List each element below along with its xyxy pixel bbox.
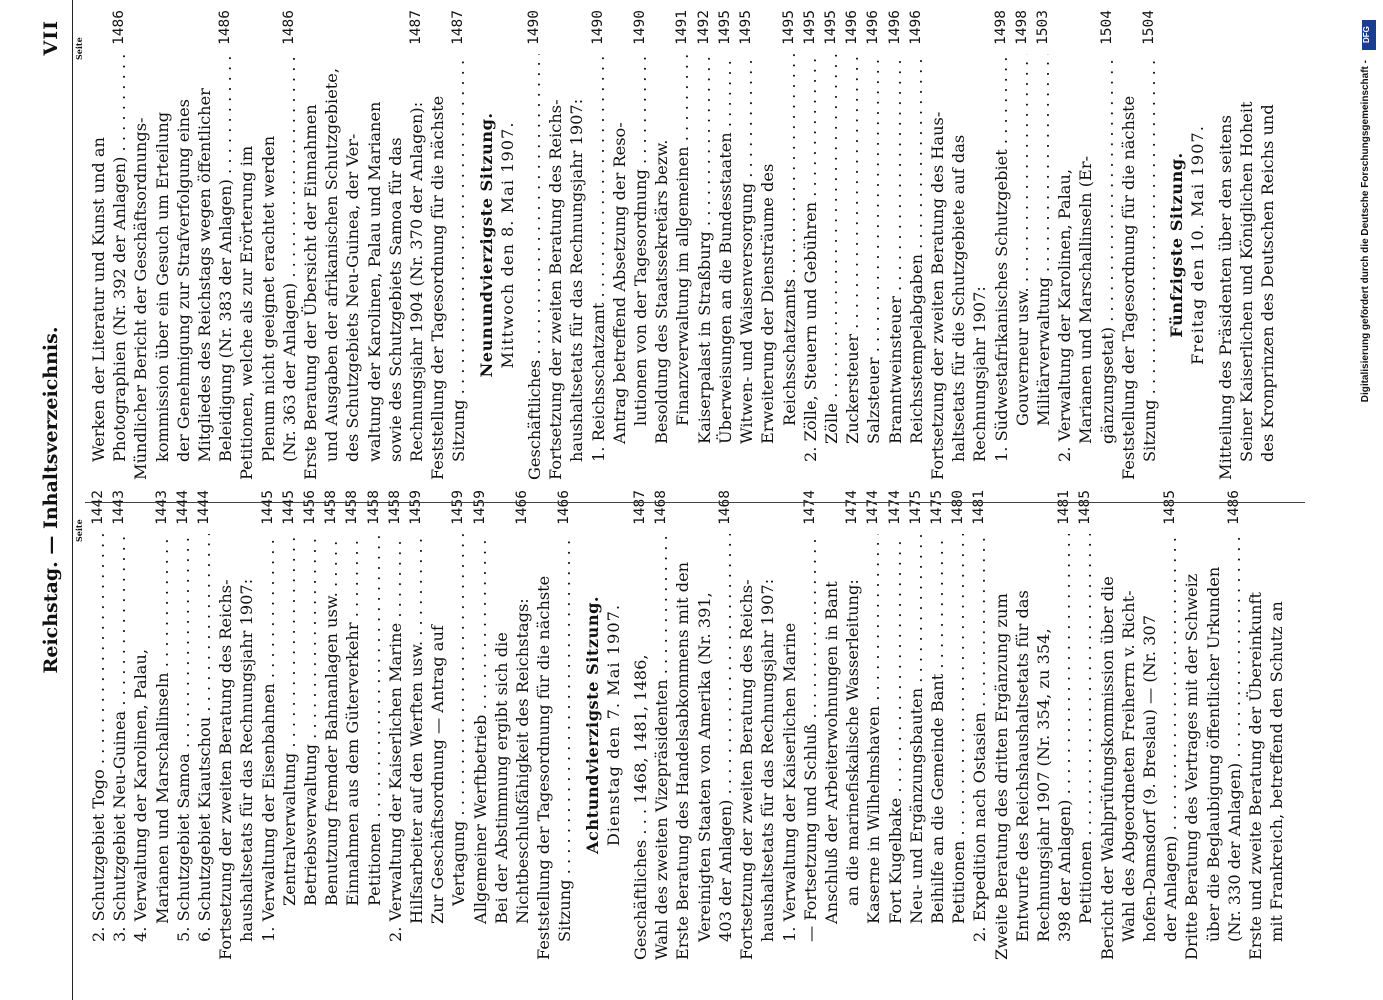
toc-entry bbox=[906, 490, 927, 960]
toc-entry bbox=[1257, 10, 1278, 480]
toc-entry-text: Bei der Abstimmung ergibt sich die bbox=[491, 632, 511, 924]
toc-entry-page: 1459 bbox=[471, 490, 488, 525]
toc-entry-text: der Genehmigung zur Strafverfolgung eines bbox=[173, 99, 193, 462]
toc-entry bbox=[342, 10, 363, 480]
toc-entry-text: 4. Verwaltung der Karolinen, Palau, bbox=[131, 648, 151, 942]
toc-entry bbox=[1097, 10, 1118, 480]
toc-entry-page: 1485 bbox=[1162, 490, 1179, 525]
toc-entry-text: Seiner Kaiserlichen und Königlichen Hoheit bbox=[1236, 101, 1256, 462]
toc-entry bbox=[342, 490, 363, 960]
toc-entry-text: Wahl des zweiten Vizepräsidenten . . . bbox=[651, 534, 672, 960]
toc-entry-text: Fortsetzung der zweiten Beratung des Reichs- bbox=[737, 579, 757, 960]
toc-entry-page: 1474 bbox=[801, 490, 818, 525]
toc-entry bbox=[1266, 490, 1287, 960]
toc-entry bbox=[321, 10, 342, 480]
toc-entry bbox=[885, 490, 906, 960]
rotated-sheet bbox=[30, 0, 1353, 1000]
toc-entry bbox=[885, 10, 906, 480]
toc-entry-page: 1495 bbox=[716, 10, 733, 45]
toc-entry-text: Witwen- und Waisenversorgung . . . bbox=[736, 54, 757, 480]
toc-entry-text: und Ausgaben der afrikanischen Schutzgebiete, bbox=[322, 67, 342, 462]
toc-entry-text: Nichtbeschlußfähigkeit des Reichstags: bbox=[513, 598, 533, 924]
toc-entry-text: Fortsetzung der zweiten Beratung des Haus- bbox=[927, 111, 947, 480]
toc-entry-page: 1458 bbox=[365, 490, 382, 525]
toc-entry-text: Feststellung der Tagesordnung für die nächste bbox=[428, 95, 448, 480]
toc-entry-page: 1443 bbox=[111, 490, 128, 525]
toc-entry-text: mit Frankreich, betreffend den Schutz an bbox=[1267, 601, 1287, 942]
toc-entry bbox=[152, 10, 173, 480]
toc-entry-text: 6. Schutzgebiet Kiautschou . . . bbox=[194, 534, 215, 960]
toc-entry-text: Zweite Beratung des dritten Ergänzung zum bbox=[991, 593, 1011, 960]
toc-entry bbox=[130, 10, 151, 480]
toc-entry-text: Geschäftliches . . . bbox=[524, 54, 545, 480]
toc-entry bbox=[630, 10, 651, 480]
toc-entry bbox=[651, 490, 672, 960]
toc-entry bbox=[491, 490, 512, 960]
toc-entry-text: 398 der Anlagen) . . . bbox=[1054, 534, 1075, 960]
toc-entry bbox=[545, 10, 566, 480]
toc-entry bbox=[1181, 490, 1202, 960]
toc-entry bbox=[385, 490, 406, 960]
toc-entry-text: Anschluß der Arbeiterwohnungen in Bant bbox=[821, 581, 841, 924]
toc-entry bbox=[1097, 490, 1118, 960]
toc-entry bbox=[533, 490, 554, 960]
toc-entry-text: 2. Verwaltung der Karolinen, Palau, bbox=[1055, 168, 1075, 462]
toc-entry-text: Reichsstempelabgaben . . . bbox=[906, 54, 927, 480]
toc-entry-text: Werken der Literatur und Kunst und an bbox=[89, 137, 108, 462]
session-heading: Achtundvierzigste Sitzung. bbox=[582, 595, 602, 855]
toc-entry bbox=[1236, 10, 1257, 480]
toc-entry bbox=[672, 490, 693, 960]
toc-entry bbox=[364, 10, 385, 480]
toc-entry-text: 2. Schutzgebiet Togo . . . bbox=[88, 534, 109, 960]
toc-entry bbox=[757, 10, 778, 480]
toc-entry-text: waltung der Karolinen, Palau und Marianen bbox=[364, 101, 384, 462]
dfg-logo: DFG bbox=[1362, 20, 1376, 50]
toc-entry-text: gänzungsetat) . . . bbox=[1097, 54, 1118, 480]
toc-entry bbox=[1033, 10, 1054, 480]
toc-entry bbox=[609, 10, 630, 480]
toc-entry bbox=[672, 10, 693, 480]
toc-entry-page: 1486 bbox=[280, 10, 297, 45]
toc-entry-text: des Kronprinzen des Deutschen Reichs und bbox=[1257, 104, 1277, 462]
toc-entry-text: Bericht der Wahlprüfungskommission über die bbox=[1097, 576, 1117, 960]
toc-entry-text: Kaiserpalast in Straßburg . . . bbox=[694, 54, 715, 480]
toc-entry-page: 1485 bbox=[1077, 490, 1094, 525]
page-title: Reichstag. — Inhaltsverzeichnis. bbox=[40, 326, 62, 674]
toc-entry bbox=[715, 490, 736, 960]
toc-entry-text: über die Beglaubigung öffentlicher Urkunden bbox=[1203, 566, 1223, 942]
toc-entry bbox=[1203, 490, 1224, 960]
toc-entry-page: 1490 bbox=[632, 10, 649, 45]
toc-entry bbox=[1118, 490, 1139, 960]
toc-entry bbox=[427, 10, 448, 480]
toc-entry-text: Vereinigten Staaten von Amerika (Nr. 391, bbox=[694, 592, 714, 942]
toc-entry-page: 1466 bbox=[514, 490, 531, 525]
toc-entry bbox=[588, 10, 609, 480]
toc-entry-text: Sitzung . . . bbox=[1139, 54, 1160, 480]
toc-entry-text: 1. Südwestafrikanisches Schutzgebiet . . . bbox=[991, 54, 1012, 480]
session-date: Freitag den 10. Mai 1907. bbox=[1188, 125, 1208, 365]
toc-entry bbox=[279, 10, 300, 480]
toc-entry-page: 1486 bbox=[217, 10, 234, 45]
toc-entry-page: 1481 bbox=[971, 490, 988, 525]
page-number: VII bbox=[40, 20, 62, 56]
session-heading: Fünfzigste Sitzung. bbox=[1167, 152, 1187, 338]
toc-entry-text: Marianen und Marschallinseln . . . bbox=[152, 534, 173, 960]
toc-entry bbox=[736, 490, 757, 960]
toc-entry bbox=[757, 490, 778, 960]
toc-entry-text: Photographien (Nr. 392 der Anlagen) . . . bbox=[109, 54, 130, 480]
toc-entry-page: 1504 bbox=[1140, 10, 1157, 45]
toc-entry-page: 1474 bbox=[886, 490, 903, 525]
toc-entry-text: an die marinefiskalische Wasserleitung: bbox=[843, 579, 863, 906]
toc-entry-page: 1459 bbox=[450, 490, 467, 525]
toc-entry-text: Feststellung der Tagesordnung für die nächste bbox=[534, 575, 554, 960]
toc-entry bbox=[906, 10, 927, 480]
toc-entry-text: 1. Verwaltung der Eisenbahnen . . . bbox=[258, 534, 279, 960]
toc-entry-text: Plenum nicht geeignet erachtet werden bbox=[258, 135, 278, 462]
toc-entry-text: der Anlagen) . . . bbox=[1160, 534, 1181, 960]
toc-entry-text: Entwurfe des Reichshaushaltsetats für das bbox=[1012, 590, 1032, 942]
toc-entry bbox=[715, 10, 736, 480]
toc-entry-text: Zuckersteuer . . . bbox=[842, 54, 863, 480]
toc-entry-text: Besoldung des Staatssekretärs bezw. bbox=[652, 139, 672, 444]
toc-entry-text: Fortsetzung der zweiten Beratung des Reichs- bbox=[216, 579, 236, 960]
toc-entry bbox=[969, 490, 990, 960]
toc-entry-text: Zentralverwaltung . . . bbox=[279, 534, 300, 960]
toc-entry-text: haltsetats für die Schutzgebiete auf das bbox=[949, 134, 969, 462]
toc-entry-text: Rechnungsjahr 1907 (Nr. 354, zu 354, bbox=[1033, 628, 1053, 942]
toc-entry-page: 1504 bbox=[1098, 10, 1115, 45]
toc-entry-page: 1496 bbox=[844, 10, 861, 45]
toc-entry bbox=[215, 490, 236, 960]
toc-entry-text: Finanzverwaltung im allgemeinen . . . bbox=[672, 54, 693, 480]
toc-entry bbox=[800, 10, 821, 480]
toc-entry-page: 1458 bbox=[344, 490, 361, 525]
toc-entry-text: Erste und zweite Beratung der Übereinkunft bbox=[1245, 591, 1265, 960]
toc-entry-text: Petitionen . . . bbox=[948, 534, 969, 960]
toc-entry-page: 1459 bbox=[408, 490, 425, 525]
toc-entry bbox=[215, 10, 236, 480]
toc-entry-text: Petitionen, welche als zur Erörterung im bbox=[237, 145, 257, 480]
toc-entry bbox=[512, 490, 533, 960]
page-header bbox=[32, 0, 73, 1000]
toc-entry bbox=[258, 10, 279, 480]
toc-entry bbox=[385, 10, 406, 480]
toc-entry-text: Sitzung . . . bbox=[448, 54, 469, 480]
toc-entry-page: 1490 bbox=[589, 10, 606, 45]
digitization-note: Digitalisierung gefördert durch die Deutsche Forschungsgemeinschaft - bbox=[1360, 60, 1371, 403]
toc-entry bbox=[109, 490, 130, 960]
toc-entry-page: 1498 bbox=[1013, 10, 1030, 45]
toc-entry bbox=[300, 490, 321, 960]
column-divider bbox=[85, 502, 1305, 503]
toc-entry bbox=[1118, 10, 1139, 480]
toc-entry-text: Petitionen . . . bbox=[1075, 534, 1096, 960]
toc-entry-page: 1503 bbox=[1034, 10, 1051, 45]
session-date: Dienstag den 7. Mai 1907. bbox=[603, 603, 623, 847]
toc-entry-text: Betriebsverwaltung . . . bbox=[300, 534, 321, 960]
toc-entry bbox=[1139, 10, 1160, 480]
right-column bbox=[88, 10, 1278, 480]
toc-entry bbox=[236, 490, 257, 960]
toc-entry-page: 1495 bbox=[822, 10, 839, 45]
toc-entry bbox=[842, 490, 863, 960]
toc-entry bbox=[694, 10, 715, 480]
toc-entry bbox=[1012, 10, 1033, 480]
toc-entry-text: Vertagung . . . bbox=[448, 534, 469, 960]
toc-entry bbox=[1224, 490, 1245, 960]
toc-entry bbox=[1033, 490, 1054, 960]
toc-entry bbox=[524, 10, 545, 480]
seite-label-right: Seite bbox=[74, 37, 84, 60]
toc-entry bbox=[109, 10, 130, 480]
toc-entry-page: 1443 bbox=[153, 490, 170, 525]
toc-entry bbox=[554, 490, 575, 960]
toc-entry-text: 2. Verwaltung der Kaiserlichen Marine . . . bbox=[385, 534, 406, 960]
toc-entry-page: 1495 bbox=[780, 10, 797, 45]
toc-entry bbox=[173, 10, 194, 480]
toc-entry-text: Erweiterung der Diensträume des bbox=[758, 163, 778, 444]
toc-entry-page: 1475 bbox=[928, 490, 945, 525]
toc-entry-page: 1496 bbox=[865, 10, 882, 45]
toc-entry bbox=[194, 490, 215, 960]
toc-entry bbox=[321, 490, 342, 960]
toc-entry bbox=[863, 10, 884, 480]
toc-entry-text: Salzsteuer . . . bbox=[863, 54, 884, 480]
toc-entry-page: 1486 bbox=[1225, 490, 1242, 525]
toc-entry bbox=[863, 490, 884, 960]
toc-entry-page: 1491 bbox=[674, 10, 691, 45]
toc-entry-page: 1495 bbox=[801, 10, 818, 45]
toc-entry bbox=[927, 490, 948, 960]
toc-entry bbox=[1245, 490, 1266, 960]
toc-entry bbox=[779, 10, 800, 480]
toc-entry-text: Zölle . . . bbox=[821, 54, 842, 480]
toc-entry-page: 1458 bbox=[386, 490, 403, 525]
toc-entry-text: Sitzung . . . bbox=[554, 534, 575, 960]
toc-entry bbox=[1075, 490, 1096, 960]
toc-entry bbox=[1075, 10, 1096, 480]
toc-entry bbox=[470, 490, 491, 960]
toc-entry-page: 1456 bbox=[302, 490, 319, 525]
toc-entry-page: 1487 bbox=[450, 10, 467, 45]
toc-entry-page: 1492 bbox=[695, 10, 712, 45]
toc-entry-text: Beleidigung (Nr. 383 der Anlagen) . . . bbox=[215, 54, 236, 480]
toc-entry-text: Erste Beratung des Handelsabkommens mit den bbox=[673, 561, 693, 960]
toc-entry-page: 1474 bbox=[865, 490, 882, 525]
toc-entry bbox=[364, 490, 385, 960]
toc-entry-text: Mitteilung des Präsidenten über den seitens bbox=[1215, 115, 1235, 480]
toc-entry bbox=[927, 10, 948, 480]
toc-entry-text: 3. Schutzgebiet Neu-Guinea . . . bbox=[109, 534, 130, 960]
session-heading: Neunundvierzigste Sitzung. bbox=[476, 112, 496, 378]
toc-entry bbox=[130, 490, 151, 960]
toc-entry-page: 1474 bbox=[844, 490, 861, 525]
toc-entry-text: Beihilfe an die Gemeinde Bant . . . bbox=[927, 534, 948, 960]
toc-entry-page: 1496 bbox=[886, 10, 903, 45]
toc-entry-text: hofen-Damsdorf (9. Breslau) — (Nr. 307 bbox=[1139, 614, 1159, 942]
toc-entry-page: 1475 bbox=[907, 490, 924, 525]
toc-entry-text: 2. Expedition nach Ostasien . . . bbox=[969, 534, 990, 960]
toc-entry bbox=[1012, 490, 1033, 960]
toc-entry-text: — Fortsetzung und Schluß . . . bbox=[800, 534, 821, 960]
toc-entry-text: haushaltsetats für das Rechnungsjahr 1907: bbox=[567, 98, 587, 462]
toc-entry-text: kommission über ein Gesuch um Erteilung bbox=[152, 111, 172, 462]
toc-entry bbox=[651, 10, 672, 480]
toc-entry bbox=[736, 10, 757, 480]
toc-entry bbox=[969, 10, 990, 480]
toc-entry-text: Fort Kugelbake . . . bbox=[885, 534, 906, 960]
toc-entry bbox=[1215, 10, 1236, 480]
toc-entry-text: 1. Verwaltung der Kaiserlichen Marine bbox=[779, 622, 799, 942]
toc-entry bbox=[88, 490, 109, 960]
toc-entry bbox=[258, 490, 279, 960]
toc-entry-text: Branntweinsteuer . . . bbox=[885, 54, 906, 480]
toc-entry-page: 1444 bbox=[174, 490, 191, 525]
toc-entry-text: Einnahmen aus dem Güterverkehr . . . bbox=[342, 534, 363, 960]
digitization-footer bbox=[1360, 20, 1380, 980]
toc-entry-text: Mitgliedes des Reichstags wegen öffentlicher bbox=[195, 88, 215, 462]
toc-entry bbox=[800, 490, 821, 960]
toc-entry-text: Reichsschatzamts . . . bbox=[779, 54, 800, 480]
toc-entry bbox=[1160, 490, 1181, 960]
toc-entry bbox=[1054, 490, 1075, 960]
toc-entry-page: 1481 bbox=[1056, 490, 1073, 525]
toc-entry-text: Rechnungsjahr 1907: bbox=[970, 286, 990, 462]
toc-entry-page: 1487 bbox=[408, 10, 425, 45]
toc-entry-text: Feststellung der Tagesordnung für die nächste bbox=[1118, 95, 1138, 480]
toc-entry bbox=[88, 10, 109, 480]
left-column bbox=[88, 490, 1287, 960]
toc-entry bbox=[991, 490, 1012, 960]
toc-entry-page: 1486 bbox=[111, 10, 128, 45]
session-date: Mittwoch den 8. Mai 1907. bbox=[497, 121, 517, 369]
toc-entry-page: 1445 bbox=[280, 490, 297, 525]
toc-entry bbox=[1054, 10, 1075, 480]
toc-entry-text: Militärverwaltung . . . bbox=[1033, 54, 1054, 480]
toc-entry bbox=[300, 10, 321, 480]
toc-entry-page: 1480 bbox=[950, 490, 967, 525]
toc-entry-page: 1442 bbox=[90, 490, 106, 525]
toc-entry bbox=[1139, 490, 1160, 960]
toc-entry-page: 1445 bbox=[259, 490, 276, 525]
toc-entry bbox=[779, 490, 800, 960]
toc-entry-page: 1498 bbox=[992, 10, 1009, 45]
toc-entry-text: Kaserne in Wilhelmshaven . . . bbox=[863, 534, 884, 960]
toc-entry-text: Rechnungsjahr 1904 (Nr. 370 der Anlagen): bbox=[407, 101, 427, 462]
toc-entry bbox=[152, 490, 173, 960]
toc-entry-text: haushaltsetats für das Rechnungsjahr 1907: bbox=[237, 578, 257, 942]
toc-entry-text: lutionen von der Tagesordnung . . . bbox=[630, 54, 651, 480]
toc-entry bbox=[448, 10, 469, 480]
toc-entry-page: 1487 bbox=[632, 490, 649, 525]
toc-entry-text: 1. Reichsschatzamt . . . bbox=[588, 54, 609, 480]
toc-entry-page: 1490 bbox=[526, 10, 543, 45]
toc-entry-text: des Schutzgebiets Neu-Guinea, der Ver- bbox=[343, 133, 363, 462]
toc-entry-text: Petitionen . . . bbox=[364, 534, 385, 960]
toc-entry-text: Geschäftliches . . . 1468, 1481, 1486, bbox=[631, 654, 651, 960]
toc-entry bbox=[236, 10, 257, 480]
toc-entry-text: Zur Geschäftsordnung — Antrag auf bbox=[428, 625, 448, 924]
toc-entry-text: Wahl des Abgeordneten Freiherrn v. Richt- bbox=[1118, 590, 1138, 942]
toc-entry-text: Fortsetzung der zweiten Beratung des Reichs- bbox=[546, 99, 566, 480]
toc-entry-page: 1458 bbox=[323, 490, 340, 525]
toc-entry-text: Allgemeiner Werftbetrieb . . . bbox=[470, 534, 491, 960]
toc-entry-text: (Nr. 330 der Anlagen) . . . bbox=[1224, 534, 1245, 960]
toc-entry bbox=[566, 10, 587, 480]
toc-entry bbox=[427, 490, 448, 960]
seite-label-left: Seite bbox=[74, 519, 84, 542]
toc-entry bbox=[948, 490, 969, 960]
toc-entry bbox=[173, 490, 194, 960]
toc-entry bbox=[842, 10, 863, 480]
toc-entry bbox=[406, 490, 427, 960]
toc-entry-text: sowie des Schutzgebiets Samoa für das bbox=[385, 137, 405, 462]
toc-entry bbox=[948, 10, 969, 480]
toc-entry bbox=[991, 10, 1012, 480]
toc-entry bbox=[694, 490, 715, 960]
toc-entry-page: 1495 bbox=[738, 10, 755, 45]
toc-entry-text: Überweisungen an die Bundesstaaten . . . bbox=[715, 54, 736, 480]
toc-entry-page: 1468 bbox=[653, 490, 670, 525]
toc-entry-text: Gouverneur usw. . . . bbox=[1012, 54, 1033, 480]
toc-entry bbox=[821, 490, 842, 960]
toc-entry bbox=[194, 10, 215, 480]
toc-entry-text: Hilfsarbeiter auf den Werften usw. . . . bbox=[406, 534, 427, 960]
toc-entry-text: Antrag betreffend Absetzung der Reso- bbox=[609, 122, 629, 444]
toc-entry-page: 1466 bbox=[556, 490, 573, 525]
toc-entry-page: 1468 bbox=[716, 490, 733, 525]
toc-entry bbox=[279, 490, 300, 960]
toc-entry bbox=[448, 490, 469, 960]
toc-entry-text: Mündlicher Bericht der Geschäftsordnungs- bbox=[131, 117, 151, 480]
toc-entry-text: Benutzung fremder Bahnanlagen usw. . . . bbox=[321, 534, 342, 960]
toc-entry bbox=[821, 10, 842, 480]
toc-entry-text: 403 der Anlagen) . . . bbox=[715, 534, 736, 960]
toc-entry-text: Erste Beratung der Übersicht der Einnahmen bbox=[301, 104, 321, 480]
toc-entry-page: 1444 bbox=[196, 490, 213, 525]
toc-entry bbox=[406, 10, 427, 480]
toc-entry bbox=[630, 490, 651, 960]
toc-entry-text: Marianen und Marschallinseln (Er- bbox=[1076, 155, 1096, 444]
toc-entry-text: 5. Schutzgebiet Samoa . . . bbox=[173, 534, 194, 960]
toc-entry-text: (Nr. 363 der Anlagen) . . . bbox=[279, 54, 300, 480]
toc-entry-page: 1496 bbox=[907, 10, 924, 45]
toc-entry-text: haushaltsetats für das Rechnungsjahr 1907: bbox=[758, 578, 778, 942]
toc-entry-text: Neu- und Ergänzungsbauten . . . bbox=[906, 534, 927, 960]
toc-entry-text: 2. Zölle, Steuern und Gebühren . . . bbox=[800, 54, 821, 480]
toc-entry-text: Dritte Beratung des Vertrages mit der Schweiz bbox=[1182, 573, 1202, 960]
